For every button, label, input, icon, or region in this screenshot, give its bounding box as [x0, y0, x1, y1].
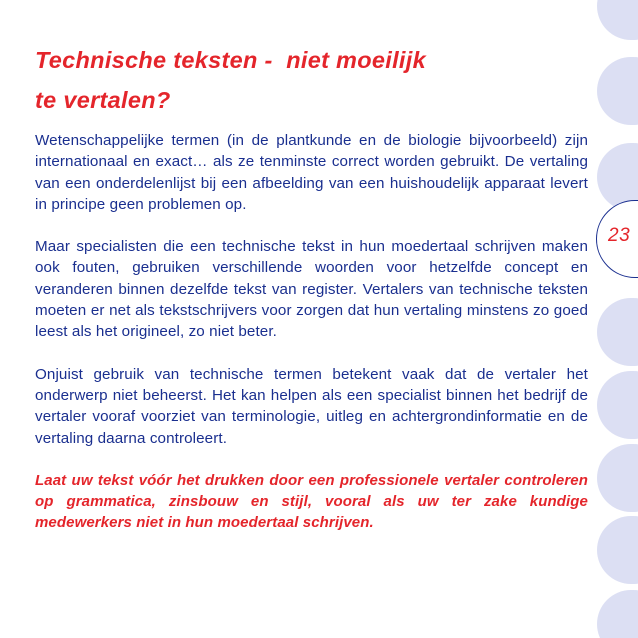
side-tab [597, 371, 638, 439]
content [35, 40, 588, 534]
side-tab [597, 298, 638, 366]
page-title [35, 40, 588, 120]
paragraph-2: Maar specialisten die een technische tekst in hun moedertaal schrijven maken ook fouten, gebruiken verschillende woorden voor hetzelfde concept en veranderen binnen dezelfde tekst van register. Vertalers van technische teksten moeten er net als tekstschrijvers voor zorgen dat hun vertaling minstens zo goed leest als het origineel, zo niet beter. [35, 238, 588, 341]
side-tab [597, 590, 638, 638]
side-tab [597, 516, 638, 584]
highlight-paragraph: Laat uw tekst vóór het drukken door een professionele vertaler controleren op grammatica, zinsbouw en stijl, vooral als uw ter zake kundige medewerkers niet in hun moedertaal schrijven. [35, 471, 588, 532]
side-tab [597, 57, 638, 125]
title-line-1: Technische teksten - niet moeilijk [35, 47, 426, 73]
side-tab [597, 444, 638, 512]
page-number: 23 [608, 225, 631, 246]
title-line-2: te vertalen? [35, 87, 171, 113]
side-tab [597, 0, 638, 40]
paragraph-1: Wetenschappelijke termen (in de plantkunde en de biologie bijvoorbeeld) zijn internationaal en exact… als ze tenminste correct worden gebruikt. De vertaling van een onderdelenlijst bij een afbeelding van een huishoudelijk apparaat levert in principe geen problemen op. [35, 132, 588, 213]
paragraph-3: Onjuist gebruik van technische termen betekent vaak dat de vertaler het onderwerp niet beheerst. Het kan helpen als een specialist binnen het bedrijf de vertaler vooraf voorziet van terminologie, uitleg en achtergrondinformatie en de vertaling daarna controleert. [35, 365, 588, 447]
